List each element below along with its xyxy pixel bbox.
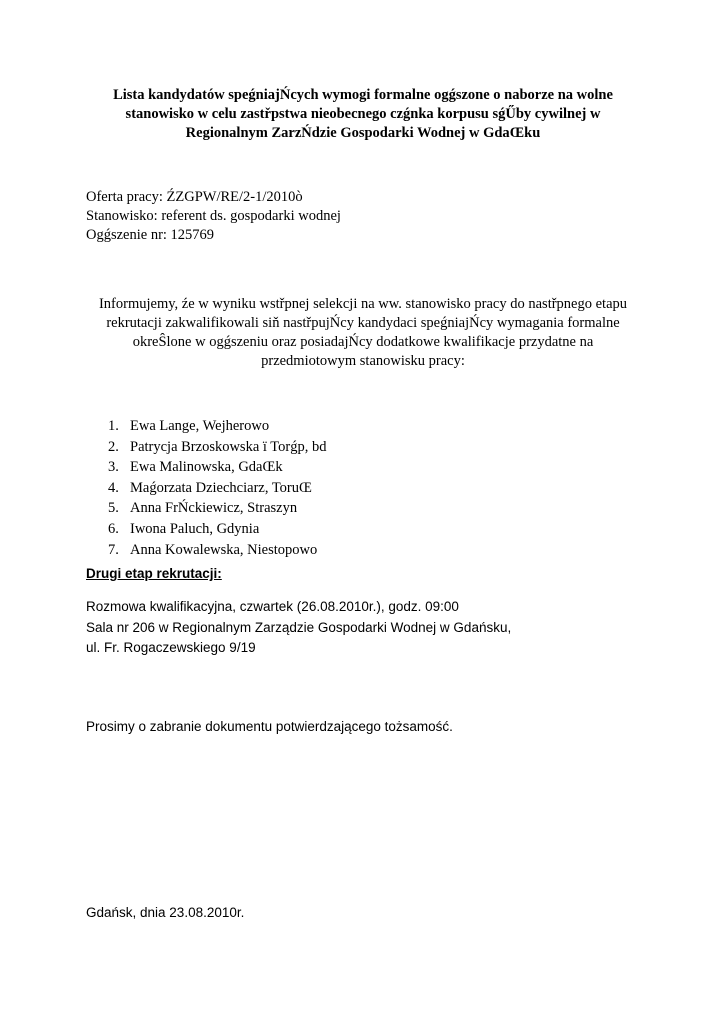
list-number: 5.: [108, 500, 119, 517]
list-number: 6.: [108, 520, 119, 537]
list-number: 1.: [108, 418, 119, 434]
intro-paragraph: [80, 295, 646, 371]
list-item: [108, 519, 326, 540]
candidate-name: Maǵorzata Dziechciarz, ToruŒ: [130, 479, 312, 496]
candidate-name: Anna FrŃckiewicz, Straszyn: [130, 500, 298, 517]
place-date-signature: Gdańsk, dnia 23.08.2010r.: [86, 905, 245, 920]
position-name: Stanowisko: referent ds. gospodarki wodnej: [86, 208, 341, 224]
title-line: Regionalnym ZarzŃdzie Gospodarki Wodnej w GdaŒku: [185, 125, 541, 141]
list-item: [108, 437, 326, 458]
candidate-name: Ewa Malinowska, GdaŒk: [130, 459, 283, 476]
interview-address: ul. Fr. Rogaczewskiego 9/19: [86, 640, 256, 655]
intro-line: Informujemy, źe w wyniku wstřpnej selekcji na ww. stanowisko pracy do nastřpnego etapu: [98, 296, 628, 312]
list-item: [108, 416, 326, 437]
offer-number: Oferta pracy: ŹZGPW/RE/2-1/2010ò: [86, 189, 303, 205]
list-number: 3.: [108, 459, 119, 476]
offer-details: [86, 188, 341, 245]
candidate-name: Ewa Lange, Wejherowo: [130, 418, 270, 434]
id-notice: Prosimy o zabranie dokumentu potwierdzającego tożsamość.: [86, 719, 453, 734]
list-item: [108, 457, 326, 478]
title-line: Lista kandydatów speǵniajŃcych wymogi formalne ogǵszone o naborze na wolne: [113, 87, 613, 103]
candidate-name: Iwona Paluch, Gdynia: [130, 520, 260, 537]
candidate-list: [108, 416, 326, 560]
title-line: stanowisko w celu zastřpstwa nieobecnego czǵnka korpusu sǵŰby cywilnej w: [125, 106, 601, 122]
interview-room: Sala nr 206 w Regionalnym Zarządzie Gospodarki Wodnej w Gdańsku,: [86, 619, 512, 635]
list-number: 4.: [108, 479, 119, 496]
list-number: 7.: [108, 541, 119, 558]
list-item: [108, 478, 326, 499]
announcement-number: Ogǵszenie nr: 125769: [86, 227, 215, 243]
list-item: [108, 498, 326, 519]
document-title: [88, 86, 638, 143]
intro-line: rekrutacji zakwalifikowali siň nastřpujŃcy kandydaci speǵniajŃcy wymagania formalne: [106, 315, 620, 331]
stage-heading: Drugi etap rekrutacji:: [86, 566, 222, 581]
intro-line: okreŜlone w ogǵszeniu oraz posiadajŃcy dodatkowe kwalifikacje przydatne na: [132, 334, 594, 350]
list-item: [108, 540, 326, 561]
candidate-name: Anna Kowalewska, Niestopowo: [130, 541, 318, 558]
candidate-name: Patrycja Brzoskowska ï Torǵp, bd: [130, 438, 327, 455]
interview-details: [86, 597, 511, 659]
interview-date: Rozmowa kwalifikacyjna, czwartek (26.08.2010r.), godz. 09:00: [86, 599, 459, 614]
intro-line: przedmiotowym stanowisku pracy:: [261, 353, 465, 369]
list-number: 2.: [108, 438, 119, 455]
